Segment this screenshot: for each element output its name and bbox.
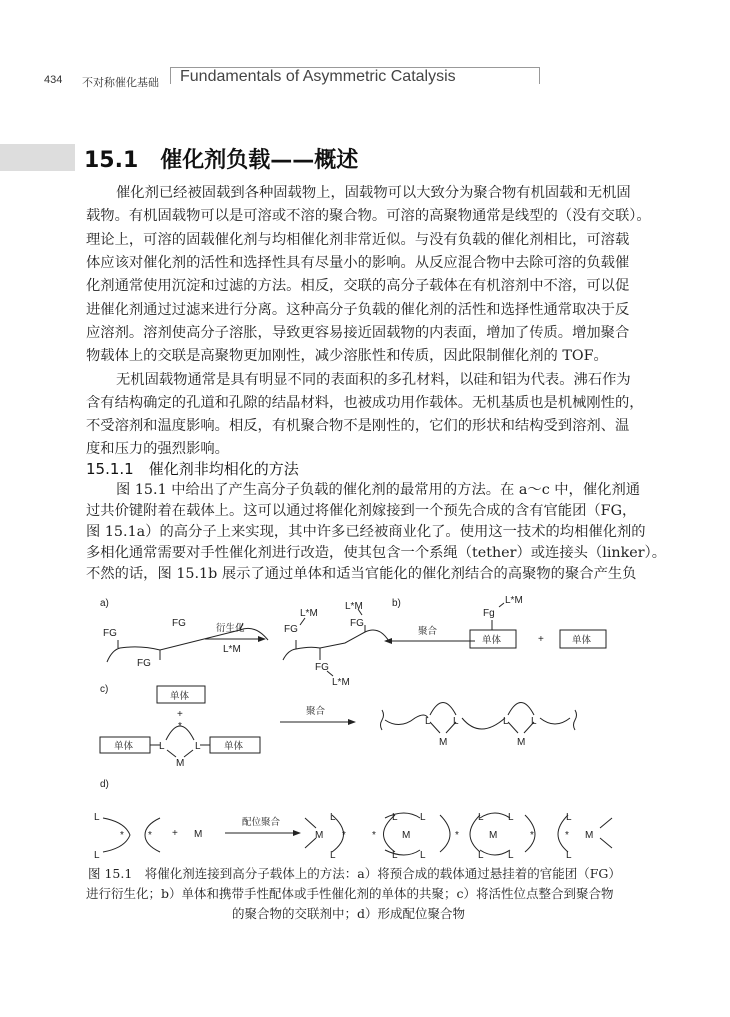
m-label: M bbox=[439, 737, 448, 748]
body-line: 物载体上的交联是高聚物更加刚性，减少溶胀性和传质，因此限制催化剂的 TOF。 bbox=[86, 348, 608, 364]
book-title-en: Fundamentals of Asymmetric Catalysis bbox=[180, 68, 456, 85]
l-label: L bbox=[330, 850, 336, 861]
star-label: * bbox=[178, 721, 182, 732]
l-label: L bbox=[420, 850, 426, 861]
monomer-label: 单体 bbox=[114, 741, 134, 752]
figure-caption-line: 图 15.1 将催化剂连接到高分子载体上的方法：a）将预合成的载体通过悬挂着的官能团（FG） bbox=[88, 866, 621, 881]
polymerize-label: 聚合 bbox=[418, 626, 438, 637]
fg-label: FG bbox=[103, 628, 117, 639]
l-label: L bbox=[503, 716, 509, 727]
plus-sign: + bbox=[538, 634, 544, 645]
m-label: M bbox=[176, 758, 185, 769]
page-number: 434 bbox=[44, 74, 63, 86]
star-label: * bbox=[372, 830, 376, 841]
fg-label: FG bbox=[137, 658, 151, 669]
l-label: L bbox=[566, 850, 572, 861]
star-label: * bbox=[148, 830, 152, 841]
l-label: L bbox=[420, 812, 426, 823]
fg-label: FG bbox=[350, 618, 364, 629]
figure-caption-line: 进行衍生化；b）单体和携带手性配体或手性催化剂的单体的共聚；c）将活性位点整合到聚合物 bbox=[86, 886, 614, 901]
l-label: L bbox=[531, 716, 537, 727]
monomer-label: 单体 bbox=[170, 691, 190, 702]
star-label: * bbox=[565, 830, 569, 841]
fg-small-label: Fg bbox=[483, 608, 495, 619]
body-line: 过共价键附着在载体上。这可以通过将催化剂嫁接到一个预先合成的含有官能团（FG， bbox=[86, 503, 637, 519]
body-line: 多相化通常需要对手性催化剂进行改造，使其包含一个系绳（tether）或连接头（linker）。 bbox=[86, 545, 667, 561]
figure-label-a: a) bbox=[100, 598, 109, 609]
lm-label: L*M bbox=[345, 601, 363, 612]
body-line: 理论上，可溶的固载催化剂与均相催化剂非常近似。与没有负载的催化剂相比，可溶载 bbox=[86, 232, 630, 248]
figure-label-d: d) bbox=[100, 779, 109, 790]
body-line: 度和压力的强烈影响。 bbox=[86, 441, 229, 457]
figure-label-c: c) bbox=[100, 684, 109, 695]
body-line: 催化剂已经被固载到各种固载物上，固载物可以大致分为聚合物有机固载和无机固 bbox=[116, 185, 631, 201]
body-line: 载物。有机固载物可以是可溶或不溶的聚合物。可溶的高聚物通常是线型的（没有交联）。 bbox=[86, 208, 651, 224]
m-label: M bbox=[194, 829, 203, 840]
body-line: 含有结构确定的孔道和孔隙的结晶材料，也被成功用作载体。无机基质也是机械刚性的， bbox=[86, 395, 644, 411]
lm-reagent-label: L*M bbox=[223, 644, 241, 655]
figure-caption-line: 的聚合物的交联剂中；d）形成配位聚合物 bbox=[232, 906, 466, 921]
l-label: L bbox=[508, 850, 514, 861]
lm-label: L*M bbox=[300, 608, 318, 619]
coord-polymerize-label: 配位聚合 bbox=[242, 817, 281, 828]
star-label: * bbox=[342, 830, 346, 841]
l-label: L bbox=[453, 716, 459, 727]
figure-label-b: b) bbox=[392, 598, 401, 609]
body-line: 体应该对催化剂的活性和选择性具有尽量小的影响。从反应混合物中去除可溶的负载催 bbox=[86, 255, 630, 271]
l-label: L bbox=[478, 812, 484, 823]
body-line: 应溶剂。溶剂使高分子溶胀，导致更容易接近固载物的内表面，增加了传质。增加聚合 bbox=[86, 325, 630, 341]
m-label: M bbox=[585, 830, 594, 841]
l-label: L bbox=[195, 741, 201, 752]
l-label: L bbox=[425, 716, 431, 727]
m-label: M bbox=[489, 830, 498, 841]
l-label: L bbox=[392, 850, 398, 861]
monomer-label: 单体 bbox=[572, 635, 592, 646]
body-line: 图 15.1 中给出了产生高分子负载的催化剂的最常用的方法。在 a～c 中，催化剂通 bbox=[116, 482, 641, 498]
body-line: 不然的话，图 15.1b 展示了通过单体和适当官能化的催化剂结合的高聚物的聚合产生负 bbox=[86, 566, 637, 582]
star-label: * bbox=[455, 830, 459, 841]
plus-sign: + bbox=[177, 709, 183, 720]
star-label: * bbox=[120, 830, 124, 841]
l-label: L bbox=[94, 812, 100, 823]
fg-label: FG bbox=[284, 624, 298, 635]
body-line: 不受溶剂和温度影响。相反，有机聚合物不是刚性的，它们的形状和结构受到溶剂、温 bbox=[86, 418, 630, 434]
star-label: * bbox=[530, 830, 534, 841]
lm-label: L*M bbox=[332, 677, 350, 688]
m-label: M bbox=[517, 737, 526, 748]
subsection-title: 15.1.1 催化剂非均相化的方法 bbox=[86, 460, 299, 478]
l-label: L bbox=[508, 812, 514, 823]
l-label: L bbox=[94, 850, 100, 861]
fg-label: FG bbox=[315, 662, 329, 673]
derivatize-label: 衍生化 bbox=[216, 623, 245, 634]
section-title: 15.1 催化剂负载——概述 bbox=[84, 148, 359, 173]
monomer-label: 单体 bbox=[482, 635, 502, 646]
m-label: M bbox=[315, 830, 324, 841]
fg-label: FG bbox=[172, 618, 186, 629]
l-label: L bbox=[478, 850, 484, 861]
polymerize-label: 聚合 bbox=[306, 706, 326, 717]
plus-sign: + bbox=[172, 828, 178, 839]
body-line: 进催化剂通过过滤来进行分离。这种高分子负载的催化剂的活性和选择性通常取决于反 bbox=[86, 302, 630, 318]
l-label: L bbox=[566, 812, 572, 823]
lm-label: L*M bbox=[505, 595, 523, 606]
l-label: L bbox=[330, 812, 336, 823]
l-label: L bbox=[159, 741, 165, 752]
m-label: M bbox=[402, 830, 411, 841]
book-title-cn: 不对称催化基础 bbox=[82, 76, 159, 89]
body-line: 图 15.1a）的高分子上来实现，其中许多已经被商业化了。使用这一技术的均相催化剂的 bbox=[86, 524, 646, 540]
body-line: 化剂通常使用沉淀和过滤的方法。相反，交联的高分子载体在有机溶剂中不溶，可以促 bbox=[86, 278, 630, 294]
monomer-label: 单体 bbox=[224, 741, 244, 752]
l-label: L bbox=[392, 812, 398, 823]
body-line: 无机固载物通常是具有明显不同的表面积的多孔材料，以硅和铝为代表。沸石作为 bbox=[116, 372, 631, 388]
